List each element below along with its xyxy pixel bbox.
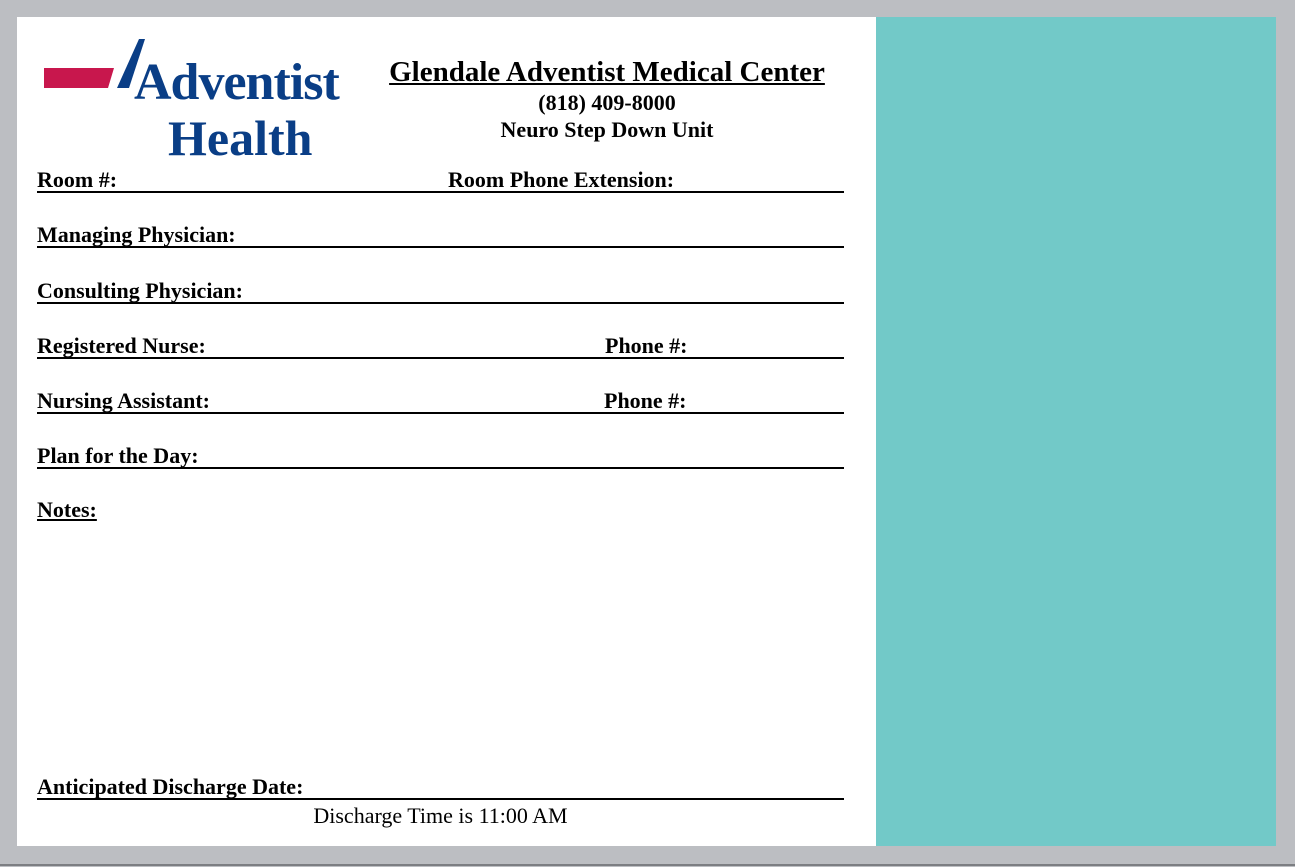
adventist-health-logo — [17, 17, 357, 167]
registered-nurse-row[interactable] — [37, 329, 844, 359]
plan-for-the-day-label: Plan for the Day: — [37, 443, 199, 468]
managing-physician-row[interactable] — [37, 218, 844, 248]
consulting-physician-row[interactable] — [37, 274, 844, 304]
hospital-name: Glendale Adventist Medical Center — [389, 56, 825, 88]
managing-physician-label: Managing Physician: — [37, 222, 236, 247]
registered-nurse-label: Registered Nurse: — [37, 333, 206, 358]
discharge-date-row[interactable] — [37, 770, 844, 800]
nursing-assistant-row[interactable] — [37, 384, 844, 414]
plan-for-the-day-row[interactable] — [37, 439, 844, 469]
hospital-phone: (818) 409-8000 — [538, 90, 676, 115]
logo-word-adventist: Adventist — [134, 54, 339, 111]
room-label: Room #: — [37, 167, 118, 192]
logo-word-health: Health — [168, 110, 313, 166]
nursing-assistant-label: Nursing Assistant: — [37, 388, 210, 413]
notes-label: Notes: — [37, 497, 97, 522]
consulting-physician-label: Consulting Physician: — [37, 278, 243, 303]
teal-side-panel — [876, 17, 1276, 846]
room-row[interactable] — [37, 163, 844, 193]
rn-phone-label: Phone #: — [605, 333, 688, 358]
bottom-edge-divider — [0, 864, 1295, 866]
discharge-time-note: Discharge Time is 11:00 AM — [313, 803, 568, 828]
discharge-date-label: Anticipated Discharge Date: — [37, 774, 304, 799]
unit-name: Neuro Step Down Unit — [500, 117, 714, 142]
room-phone-extension-label: Room Phone Extension: — [448, 167, 675, 192]
na-phone-label: Phone #: — [604, 388, 687, 413]
